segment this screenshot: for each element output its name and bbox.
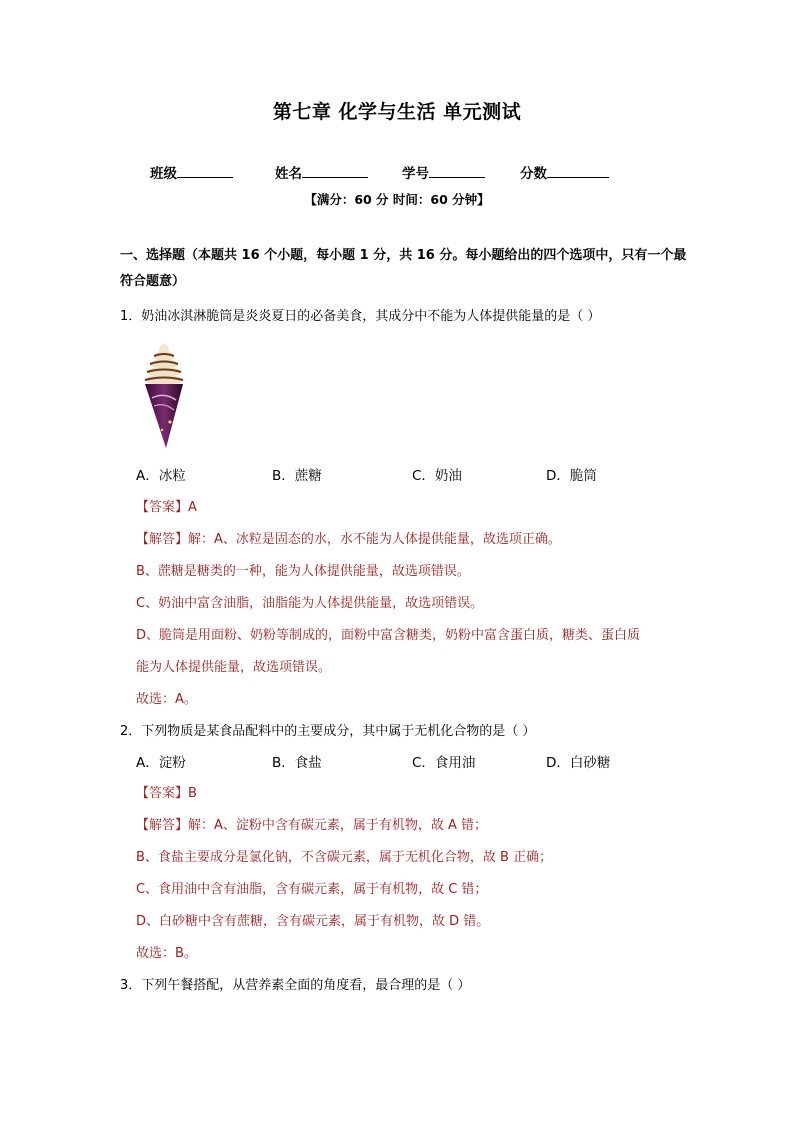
question-2-option-b: B．食盐 [272,755,322,771]
score-field [520,162,609,182]
ice-cream-cone-image [140,340,190,450]
question-1-explanation-line: C、奶油中富含油脂，油脂能为人体提供能量，故选项错误。 [136,596,484,611]
score-time-line: 【满分：60 分 时间：60 分钟】 [304,192,490,207]
question-1-explanation-line: 【解答】解：A、冰粒是固态的水，水不能为人体提供能量，故选项正确。 [136,532,561,547]
question-1-answer: 【答案】A [136,500,197,515]
name-label: 姓名 [275,166,302,182]
score-label: 分数 [520,166,547,182]
question-2-option-c: C．食用油 [412,755,476,771]
question-2-explanation-line: D、白砂糖中含有蔗糖，含有碳元素，属于有机物，故 D 错。 [136,914,490,929]
class-field [150,162,233,182]
question-1-option-d: D．脆筒 [546,468,597,484]
page-title: 第七章 化学与生活 单元测试 [272,101,522,123]
section-heading-line2: 符合题意） [120,274,186,289]
question-2-selection: 故选：B。 [136,946,197,961]
question-2-explanation-line: 【解答】解：A、淀粉中含有碳元素，属于有机物，故 A 错； [136,818,488,833]
question-3-stem: 3．下列午餐搭配，从营养素全面的角度看，最合理的是（ ） [120,978,471,993]
question-1-explanation-line: B、蔗糖是糖类的一种，能为人体提供能量，故选项错误。 [136,564,470,579]
question-2-option-d: D．白砂糖 [546,755,611,771]
question-2-explanation-line: B、食盐主要成分是氯化钠，不含碳元素，属于无机化合物，故 B 正确； [136,850,553,865]
question-1-option-c: C．奶油 [412,468,462,484]
question-2-answer: 【答案】B [136,786,197,801]
number-field [402,162,485,182]
name-field [275,162,368,182]
question-1-option-a: A．冰粒 [136,468,186,484]
section-heading-line1: 一、选择题（本题共 16 个小题，每小题 1 分，共 16 分。每小题给出的四个选项中，只有一个最 [120,248,687,263]
question-2-explanation-line: C、食用油中含有油脂，含有碳元素，属于有机物，故 C 错； [136,882,488,897]
question-1-explanation-line: D、脆筒是用面粉、奶粉等制成的，面粉中富含糖类，奶粉中富含蛋白质，糖类、蛋白质 [136,628,641,643]
name-blank [302,163,368,178]
number-label: 学号 [402,166,429,182]
number-blank [429,163,485,178]
question-1-stem: 1．奶油冰淇淋脆筒是炎炎夏日的必备美食，其成分中不能为人体提供能量的是（ ） [120,309,601,324]
question-1-option-b: B．蔗糖 [272,468,322,484]
question-2-option-a: A．淀粉 [136,755,186,771]
class-blank [177,163,233,178]
question-2-stem: 2．下列物质是某食品配料中的主要成分，其中属于无机化合物的是（ ） [120,724,536,739]
class-label: 班级 [150,166,177,182]
score-blank [547,163,609,178]
question-1-selection: 故选：A。 [136,692,197,707]
question-1-explanation-line: 能为人体提供能量，故选项错误。 [136,660,332,675]
